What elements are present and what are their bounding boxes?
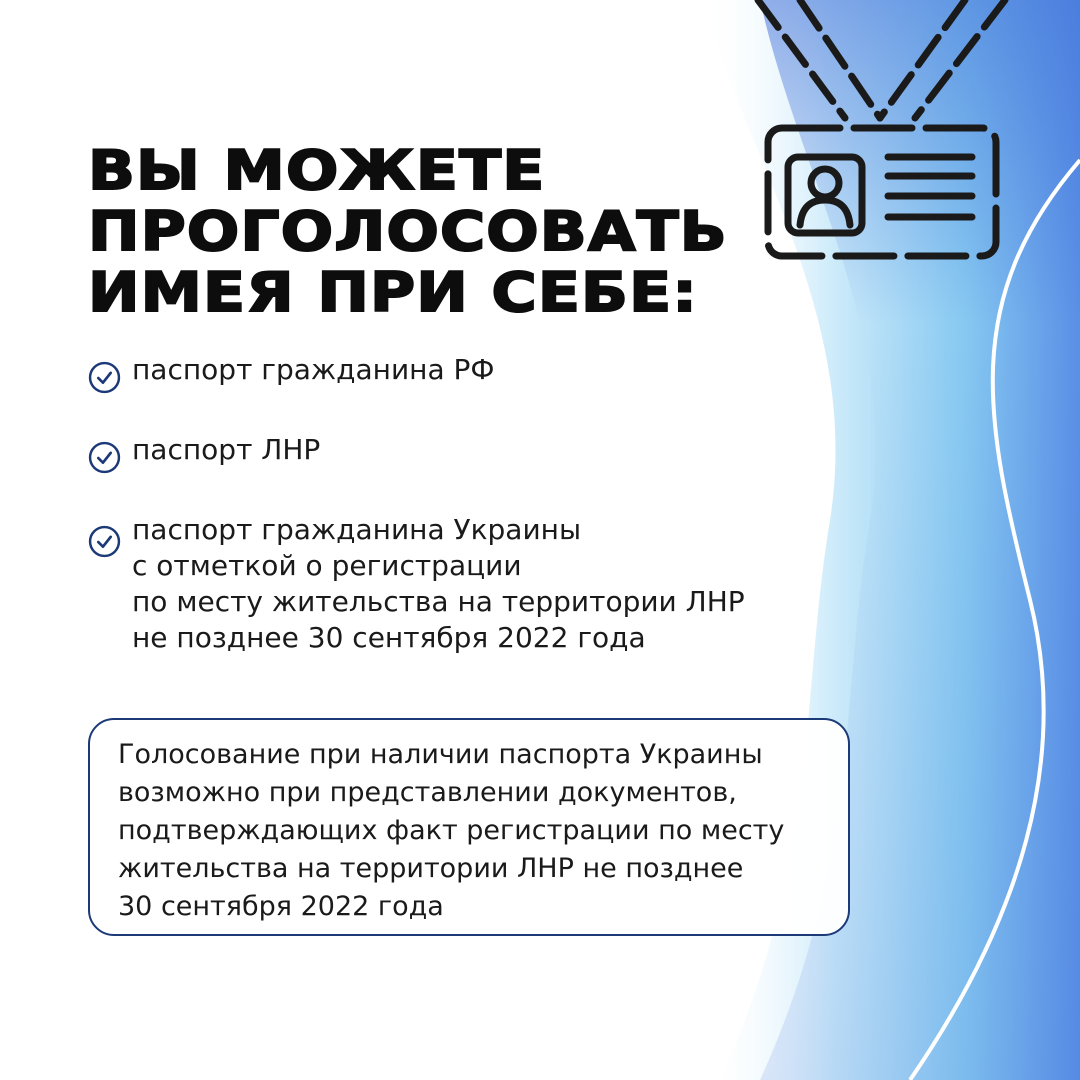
list-item xyxy=(88,512,745,656)
heading-line: ИМЕЯ ПРИ СЕБЕ: xyxy=(88,261,699,324)
check-circle-icon xyxy=(88,441,121,474)
heading-line: ПРОГОЛОСОВАТЬ xyxy=(88,200,728,263)
check-circle-icon xyxy=(88,361,121,394)
id-badge-icon xyxy=(740,0,1020,280)
note-line: подтверждающих факт регистрации по месту xyxy=(118,815,785,846)
document-text-line: паспорт гражданина РФ xyxy=(132,353,495,386)
note-line: Голосование при наличии паспорта Украины xyxy=(118,739,763,770)
document-text-line: паспорт гражданина Украины xyxy=(132,513,582,546)
document-text-line: не позднее 30 сентября 2022 года xyxy=(132,621,646,654)
note-line: возможно при представлении документов, xyxy=(118,777,737,808)
page-heading xyxy=(88,140,728,323)
list-item xyxy=(88,432,745,474)
note-line: жительства на территории ЛНР не позднее xyxy=(118,853,744,884)
document-text-line: по месту жительства на территории ЛНР xyxy=(132,585,745,618)
document-text-line: паспорт ЛНР xyxy=(132,433,321,466)
document-text xyxy=(132,352,495,388)
document-text xyxy=(132,432,320,468)
heading-line: ВЫ МОЖЕТЕ xyxy=(88,139,546,202)
note-line: 30 сентября 2022 года xyxy=(118,891,444,922)
info-note-box xyxy=(88,718,850,936)
document-text-line: с отметкой о регистрации xyxy=(132,549,522,582)
documents-list xyxy=(88,352,745,656)
list-item xyxy=(88,352,745,394)
check-circle-icon xyxy=(88,525,121,558)
document-text xyxy=(132,512,745,656)
